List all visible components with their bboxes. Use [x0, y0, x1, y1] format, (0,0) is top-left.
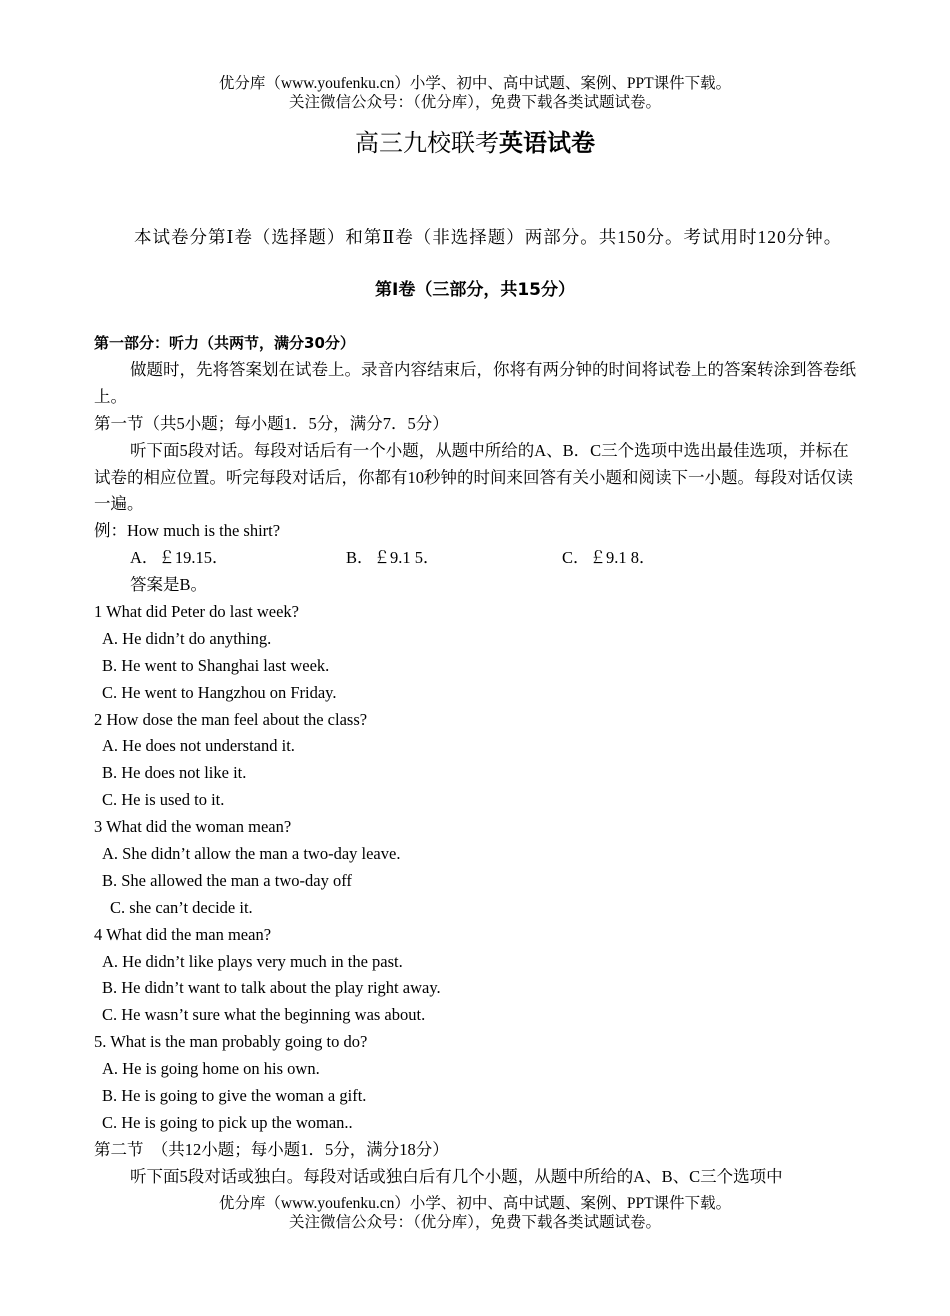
exam-intro [94, 224, 864, 251]
question-2-option-b: B. He does not like it. [102, 763, 247, 783]
section-2-instruction: 听下面5段对话或独白。每段对话或独白后有几个小题，从题中所给的A、B、C三个选项中 [130, 1166, 783, 1186]
header-line-1: 优分库（www.youfenku.cn）小学、初中、高中试题、案例、PPT课件下载。 [218, 75, 732, 92]
example-option-c: C．￡9.1 8． [562, 548, 656, 568]
question-2: 2 How dose the man feel about the class? [94, 709, 368, 729]
question-1-option-a: A. He didn’t do anything. [102, 628, 272, 648]
footer-line-1: 优分库（www.youfenku.cn）小学、初中、高中试题、案例、PPT课件下载。 [218, 1195, 732, 1212]
example-option-b: B．￡9.1 5． [346, 548, 440, 568]
page-header [0, 74, 950, 112]
question-1: 1 What did Peter do last week? [94, 601, 299, 621]
page-footer [0, 1194, 950, 1232]
exam-title [0, 128, 950, 159]
question-3-option-a: A. She didn’t allow the man a two-day leave. [102, 844, 401, 863]
section-1-heading: 第一节（共5小题；每小题1．5分，满分7．5分） [94, 413, 449, 433]
question-4: 4 What did the man mean? [94, 924, 272, 944]
exam-title-prefix: 高三九校联考 [355, 131, 499, 157]
footer-line-2: 关注微信公众号：（优分库），免费下载各类试题试卷。 [288, 1214, 661, 1231]
section-1-title: 第Ⅰ卷（三部分，共15分） [375, 280, 575, 300]
question-4-option-b: B. He didn’t want to talk about the play right away. [102, 978, 441, 998]
question-4-option-a: A. He didn’t like plays very much in the past. [102, 951, 403, 971]
section-1-instruction: 听下面5段对话。每段对话后有一个小题，从题中所给的A、B．C三个选项中选出最佳选项，并标在试卷的相应位置。听完每段对话后，你都有10秒钟的时间来回答有关小题和阅读下一小题。每段对话仅读一遍。 [94, 440, 853, 514]
example-options [94, 545, 864, 572]
question-5: 5. What is the man probably going to do? [94, 1032, 368, 1052]
header-line-2: 关注微信公众号：（优分库），免费下载各类试题试卷。 [288, 94, 661, 111]
question-1-option-c: C. He went to Hangzhou on Friday. [102, 682, 337, 702]
part-1-heading: 第一部分：听力（共两节，满分30分） [94, 334, 355, 352]
example-answer: 答案是B。 [130, 575, 208, 595]
question-3-option-c: C. she can’t decide it. [110, 897, 253, 917]
question-2-option-c: C. He is used to it. [102, 790, 225, 810]
question-1-option-b: B. He went to Shanghai last week. [102, 655, 330, 675]
part-1-instruction: 做题时，先将答案划在试卷上。录音内容结束后，你将有两分钟的时间将试卷上的答案转涂到答卷纸上。 [94, 359, 856, 406]
exam-title-main: 英语试卷 [499, 129, 595, 157]
example-option-a: A．￡19.15． [130, 548, 229, 568]
question-5-option-b: B. He is going to give the woman a gift. [102, 1086, 367, 1106]
question-5-option-c: C. He is going to pick up the woman.. [102, 1112, 353, 1132]
question-3-option-b: B. She allowed the man a two-day off [102, 870, 352, 890]
question-5-option-a: A. He is going home on his own. [102, 1059, 320, 1079]
question-2-option-a: A. He does not understand it. [102, 736, 295, 756]
section-2-heading: 第二节 （共12小题；每小题1．5分，满分18分） [94, 1139, 449, 1159]
exam-body [94, 330, 864, 1191]
example-question: 例：How much is the shirt? [94, 521, 281, 541]
question-4-option-c: C. He wasn’t sure what the beginning was about. [102, 1005, 426, 1025]
question-3: 3 What did the woman mean? [94, 817, 292, 837]
intro-text: 本试卷分第Ⅰ卷（选择题）和第Ⅱ卷（非选择题）两部分。共150分。考试用时120分钟。 [134, 227, 843, 247]
